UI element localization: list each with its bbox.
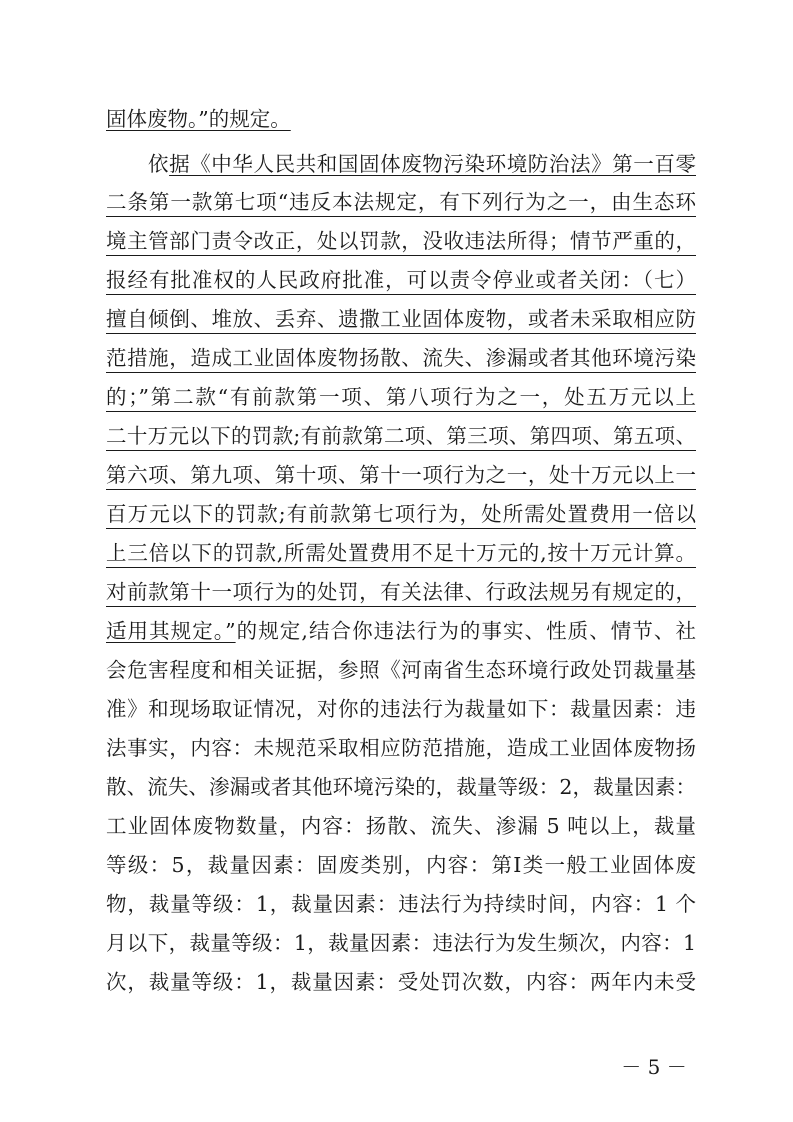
text-line-1 [106,105,696,133]
text-line-16: 准》和现场取证情况，对你的违法行为裁量如下：裁量因素：违 [106,697,696,721]
plain-text: 依 [148,152,170,176]
text-line-22: 月以下，裁量等级：1，裁量因素：违法行为发生频次，内容：1 [106,931,696,955]
text-line-10: 第六项、第九项、第十项、第十一项行为之一，处十万元以上一 [106,461,696,490]
text-line-2 [148,150,696,178]
text-line-17: 法事实，内容：未规范采取相应防范措施，造成工业固体废物扬 [106,736,696,760]
text-line-14 [106,617,696,645]
text-line-23: 次，裁量等级：1，裁量因素：受处罚次数，内容：两年内未受 [106,970,696,994]
page-number: － 5 － [621,1055,687,1079]
text-line-3: 二条第一款第七项“违反本法规定，有下列行为之一，由生态环 [106,188,696,217]
underlined-text: 据《中华人民共和国固体废物污染环境防治法》第一百零 [169,152,696,176]
text-line-8: 的；”第二款“有前款第一项、第八项行为之一，处五万元以上 [106,383,696,412]
underlined-text: 适用其规定。” [106,619,236,643]
text-line-5: 报经有批准权的人民政府批准，可以责令停业或者关闭：（七） [106,266,696,295]
text-line-13: 对前款第十一项行为的处罚，有关法律、行政法规另有规定的， [106,578,696,607]
text-line-19: 工业固体废物数量，内容：扬散、流失、渗漏 5 吨以上，裁量 [106,814,696,838]
plain-text: 的规定,结合你违法行为的事实、性质、情节、社 [235,619,696,643]
text-line-12: 上三倍以下的罚款,所需处置费用不足十万元的,按十万元计算。 [106,539,696,568]
text-line-7: 范措施，造成工业固体废物扬散、流失、渗漏或者其他环境污染 [106,344,696,373]
text-line-20: 等级：5，裁量因素：固废类别，内容：第Ⅰ类一般工业固体废 [106,853,696,877]
text-line-4: 境主管部门责令改正，处以罚款，没收违法所得；情节严重的， [106,227,696,256]
underlined-text: 固体废物。”的规定。 [106,107,291,131]
text-line-9: 二十万元以下的罚款;有前款第二项、第三项、第四项、第五项、 [106,422,696,451]
text-line-15: 会危害程度和相关证据，参照《河南省生态环境行政处罚裁量基 [106,658,696,682]
text-line-6: 擅自倾倒、堆放、丢弃、遗撒工业固体废物，或者未采取相应防 [106,305,696,334]
text-line-18: 散、流失、渗漏或者其他环境污染的，裁量等级：2，裁量因素： [106,775,696,799]
text-line-21: 物，裁量等级：1，裁量因素：违法行为持续时间，内容：1 个 [106,892,696,916]
text-line-11: 百万元以下的罚款;有前款第七项行为，处所需处置费用一倍以 [106,500,696,529]
